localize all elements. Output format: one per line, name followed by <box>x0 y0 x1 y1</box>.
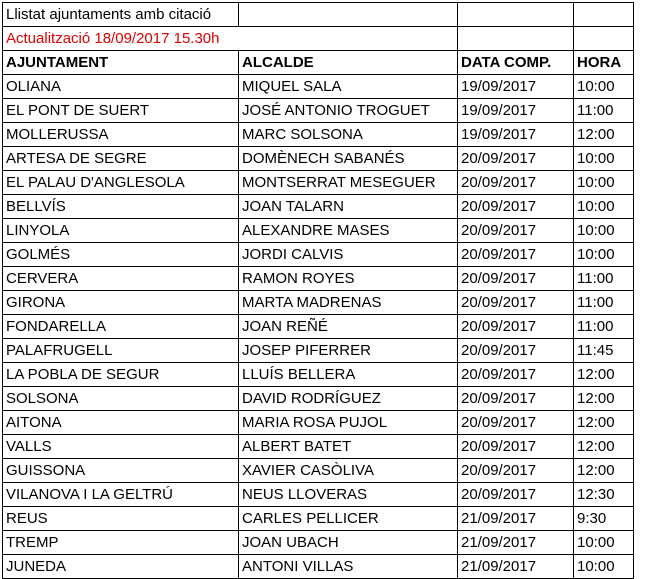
header-data: DATA COMP. <box>458 51 574 75</box>
empty-cell <box>574 3 634 27</box>
table-row <box>3 459 634 483</box>
cell-hora: 12:00 <box>574 123 634 147</box>
cell-alcalde: MARIA ROSA PUJOL <box>239 411 458 435</box>
cell-alcalde: ALEXANDRE MASES <box>239 219 458 243</box>
cell-hora: 12:00 <box>574 411 634 435</box>
cell-hora: 9:30 <box>574 507 634 531</box>
cell-hora: 12:00 <box>574 363 634 387</box>
cell-data: 20/09/2017 <box>458 483 574 507</box>
cell-ajuntament: GIRONA <box>3 291 239 315</box>
table-row <box>3 315 634 339</box>
cell-alcalde: JOSEP PIFERRER <box>239 339 458 363</box>
cell-hora: 12:00 <box>574 459 634 483</box>
cell-hora: 12:00 <box>574 387 634 411</box>
cell-alcalde: JOAN REÑÉ <box>239 315 458 339</box>
header-alcalde: ALCALDE <box>239 51 458 75</box>
cell-alcalde: MIQUEL SALA <box>239 75 458 99</box>
table-row <box>3 267 634 291</box>
title-row <box>3 3 634 27</box>
cell-data: 19/09/2017 <box>458 75 574 99</box>
cell-hora: 10:00 <box>574 531 634 555</box>
cell-data: 20/09/2017 <box>458 459 574 483</box>
cell-ajuntament: GOLMÉS <box>3 243 239 267</box>
cell-data: 21/09/2017 <box>458 531 574 555</box>
table-row <box>3 507 634 531</box>
cell-alcalde: ANTONI VILLAS <box>239 555 458 579</box>
cell-alcalde: JORDI CALVIS <box>239 243 458 267</box>
cell-alcalde: JOAN TALARN <box>239 195 458 219</box>
cell-alcalde: RAMON ROYES <box>239 267 458 291</box>
cell-ajuntament: LA POBLA DE SEGUR <box>3 363 239 387</box>
cell-data: 20/09/2017 <box>458 387 574 411</box>
table-row <box>3 363 634 387</box>
cell-hora: 10:00 <box>574 75 634 99</box>
cell-hora: 12:00 <box>574 435 634 459</box>
cell-alcalde: NEUS LLOVERAS <box>239 483 458 507</box>
cell-ajuntament: VILANOVA I LA GELTRÚ <box>3 483 239 507</box>
cell-hora: 10:00 <box>574 171 634 195</box>
cell-data: 20/09/2017 <box>458 147 574 171</box>
empty-cell <box>239 3 458 27</box>
table-row <box>3 219 634 243</box>
cell-data: 20/09/2017 <box>458 243 574 267</box>
cell-hora: 10:00 <box>574 219 634 243</box>
table-row <box>3 339 634 363</box>
cell-ajuntament: AITONA <box>3 411 239 435</box>
cell-ajuntament: GUISSONA <box>3 459 239 483</box>
cell-alcalde: XAVIER CASÒLIVA <box>239 459 458 483</box>
cell-ajuntament: EL PALAU D'ANGLESOLA <box>3 171 239 195</box>
cell-alcalde: LLUÍS BELLERA <box>239 363 458 387</box>
sheet-title: Llistat ajuntaments amb citació <box>3 3 239 27</box>
empty-cell <box>574 27 634 51</box>
cell-ajuntament: LINYOLA <box>3 219 239 243</box>
header-ajuntament: AJUNTAMENT <box>3 51 239 75</box>
cell-hora: 10:00 <box>574 555 634 579</box>
cell-data: 20/09/2017 <box>458 219 574 243</box>
cell-data: 21/09/2017 <box>458 507 574 531</box>
table-row <box>3 411 634 435</box>
cell-data: 21/09/2017 <box>458 555 574 579</box>
cell-data: 20/09/2017 <box>458 291 574 315</box>
cell-ajuntament: BELLVÍS <box>3 195 239 219</box>
header-hora: HORA <box>574 51 634 75</box>
table-row <box>3 555 634 579</box>
update-notice: Actualització 18/09/2017 15.30h <box>3 27 239 51</box>
cell-ajuntament: ARTESA DE SEGRE <box>3 147 239 171</box>
cell-hora: 11:45 <box>574 339 634 363</box>
cell-hora: 11:00 <box>574 99 634 123</box>
empty-cell <box>458 3 574 27</box>
empty-cell <box>239 27 458 51</box>
cell-ajuntament: JUNEDA <box>3 555 239 579</box>
table-row <box>3 123 634 147</box>
cell-alcalde: CARLES PELLICER <box>239 507 458 531</box>
cell-alcalde: DOMÈNECH SABANÉS <box>239 147 458 171</box>
table-row <box>3 531 634 555</box>
table-row <box>3 99 634 123</box>
citation-table <box>2 2 634 579</box>
table-row <box>3 291 634 315</box>
empty-cell <box>458 27 574 51</box>
cell-data: 19/09/2017 <box>458 123 574 147</box>
cell-hora: 10:00 <box>574 195 634 219</box>
cell-data: 20/09/2017 <box>458 315 574 339</box>
cell-ajuntament: REUS <box>3 507 239 531</box>
table-row <box>3 435 634 459</box>
cell-hora: 11:00 <box>574 291 634 315</box>
cell-alcalde: DAVID RODRÍGUEZ <box>239 387 458 411</box>
cell-hora: 10:00 <box>574 243 634 267</box>
cell-data: 20/09/2017 <box>458 267 574 291</box>
cell-alcalde: MARC SOLSONA <box>239 123 458 147</box>
table-row <box>3 387 634 411</box>
cell-ajuntament: MOLLERUSSA <box>3 123 239 147</box>
cell-ajuntament: PALAFRUGELL <box>3 339 239 363</box>
table-row <box>3 243 634 267</box>
cell-ajuntament: SOLSONA <box>3 387 239 411</box>
cell-ajuntament: CERVERA <box>3 267 239 291</box>
cell-alcalde: MONTSERRAT MESEGUER <box>239 171 458 195</box>
cell-ajuntament: FONDARELLA <box>3 315 239 339</box>
cell-alcalde: JOSÉ ANTONIO TROGUET <box>239 99 458 123</box>
cell-hora: 12:30 <box>574 483 634 507</box>
cell-hora: 10:00 <box>574 147 634 171</box>
cell-ajuntament: EL PONT DE SUERT <box>3 99 239 123</box>
cell-data: 20/09/2017 <box>458 195 574 219</box>
cell-alcalde: MARTA MADRENAS <box>239 291 458 315</box>
table-row <box>3 171 634 195</box>
table-row <box>3 147 634 171</box>
update-row <box>3 27 634 51</box>
cell-data: 20/09/2017 <box>458 435 574 459</box>
cell-data: 20/09/2017 <box>458 171 574 195</box>
cell-ajuntament: VALLS <box>3 435 239 459</box>
cell-ajuntament: TREMP <box>3 531 239 555</box>
cell-data: 20/09/2017 <box>458 411 574 435</box>
cell-hora: 11:00 <box>574 267 634 291</box>
table-row <box>3 483 634 507</box>
cell-data: 19/09/2017 <box>458 99 574 123</box>
cell-ajuntament: OLIANA <box>3 75 239 99</box>
table-row <box>3 195 634 219</box>
cell-data: 20/09/2017 <box>458 339 574 363</box>
header-row <box>3 51 634 75</box>
table-row <box>3 75 634 99</box>
cell-alcalde: ALBERT BATET <box>239 435 458 459</box>
cell-data: 20/09/2017 <box>458 363 574 387</box>
cell-alcalde: JOAN UBACH <box>239 531 458 555</box>
cell-hora: 11:00 <box>574 315 634 339</box>
